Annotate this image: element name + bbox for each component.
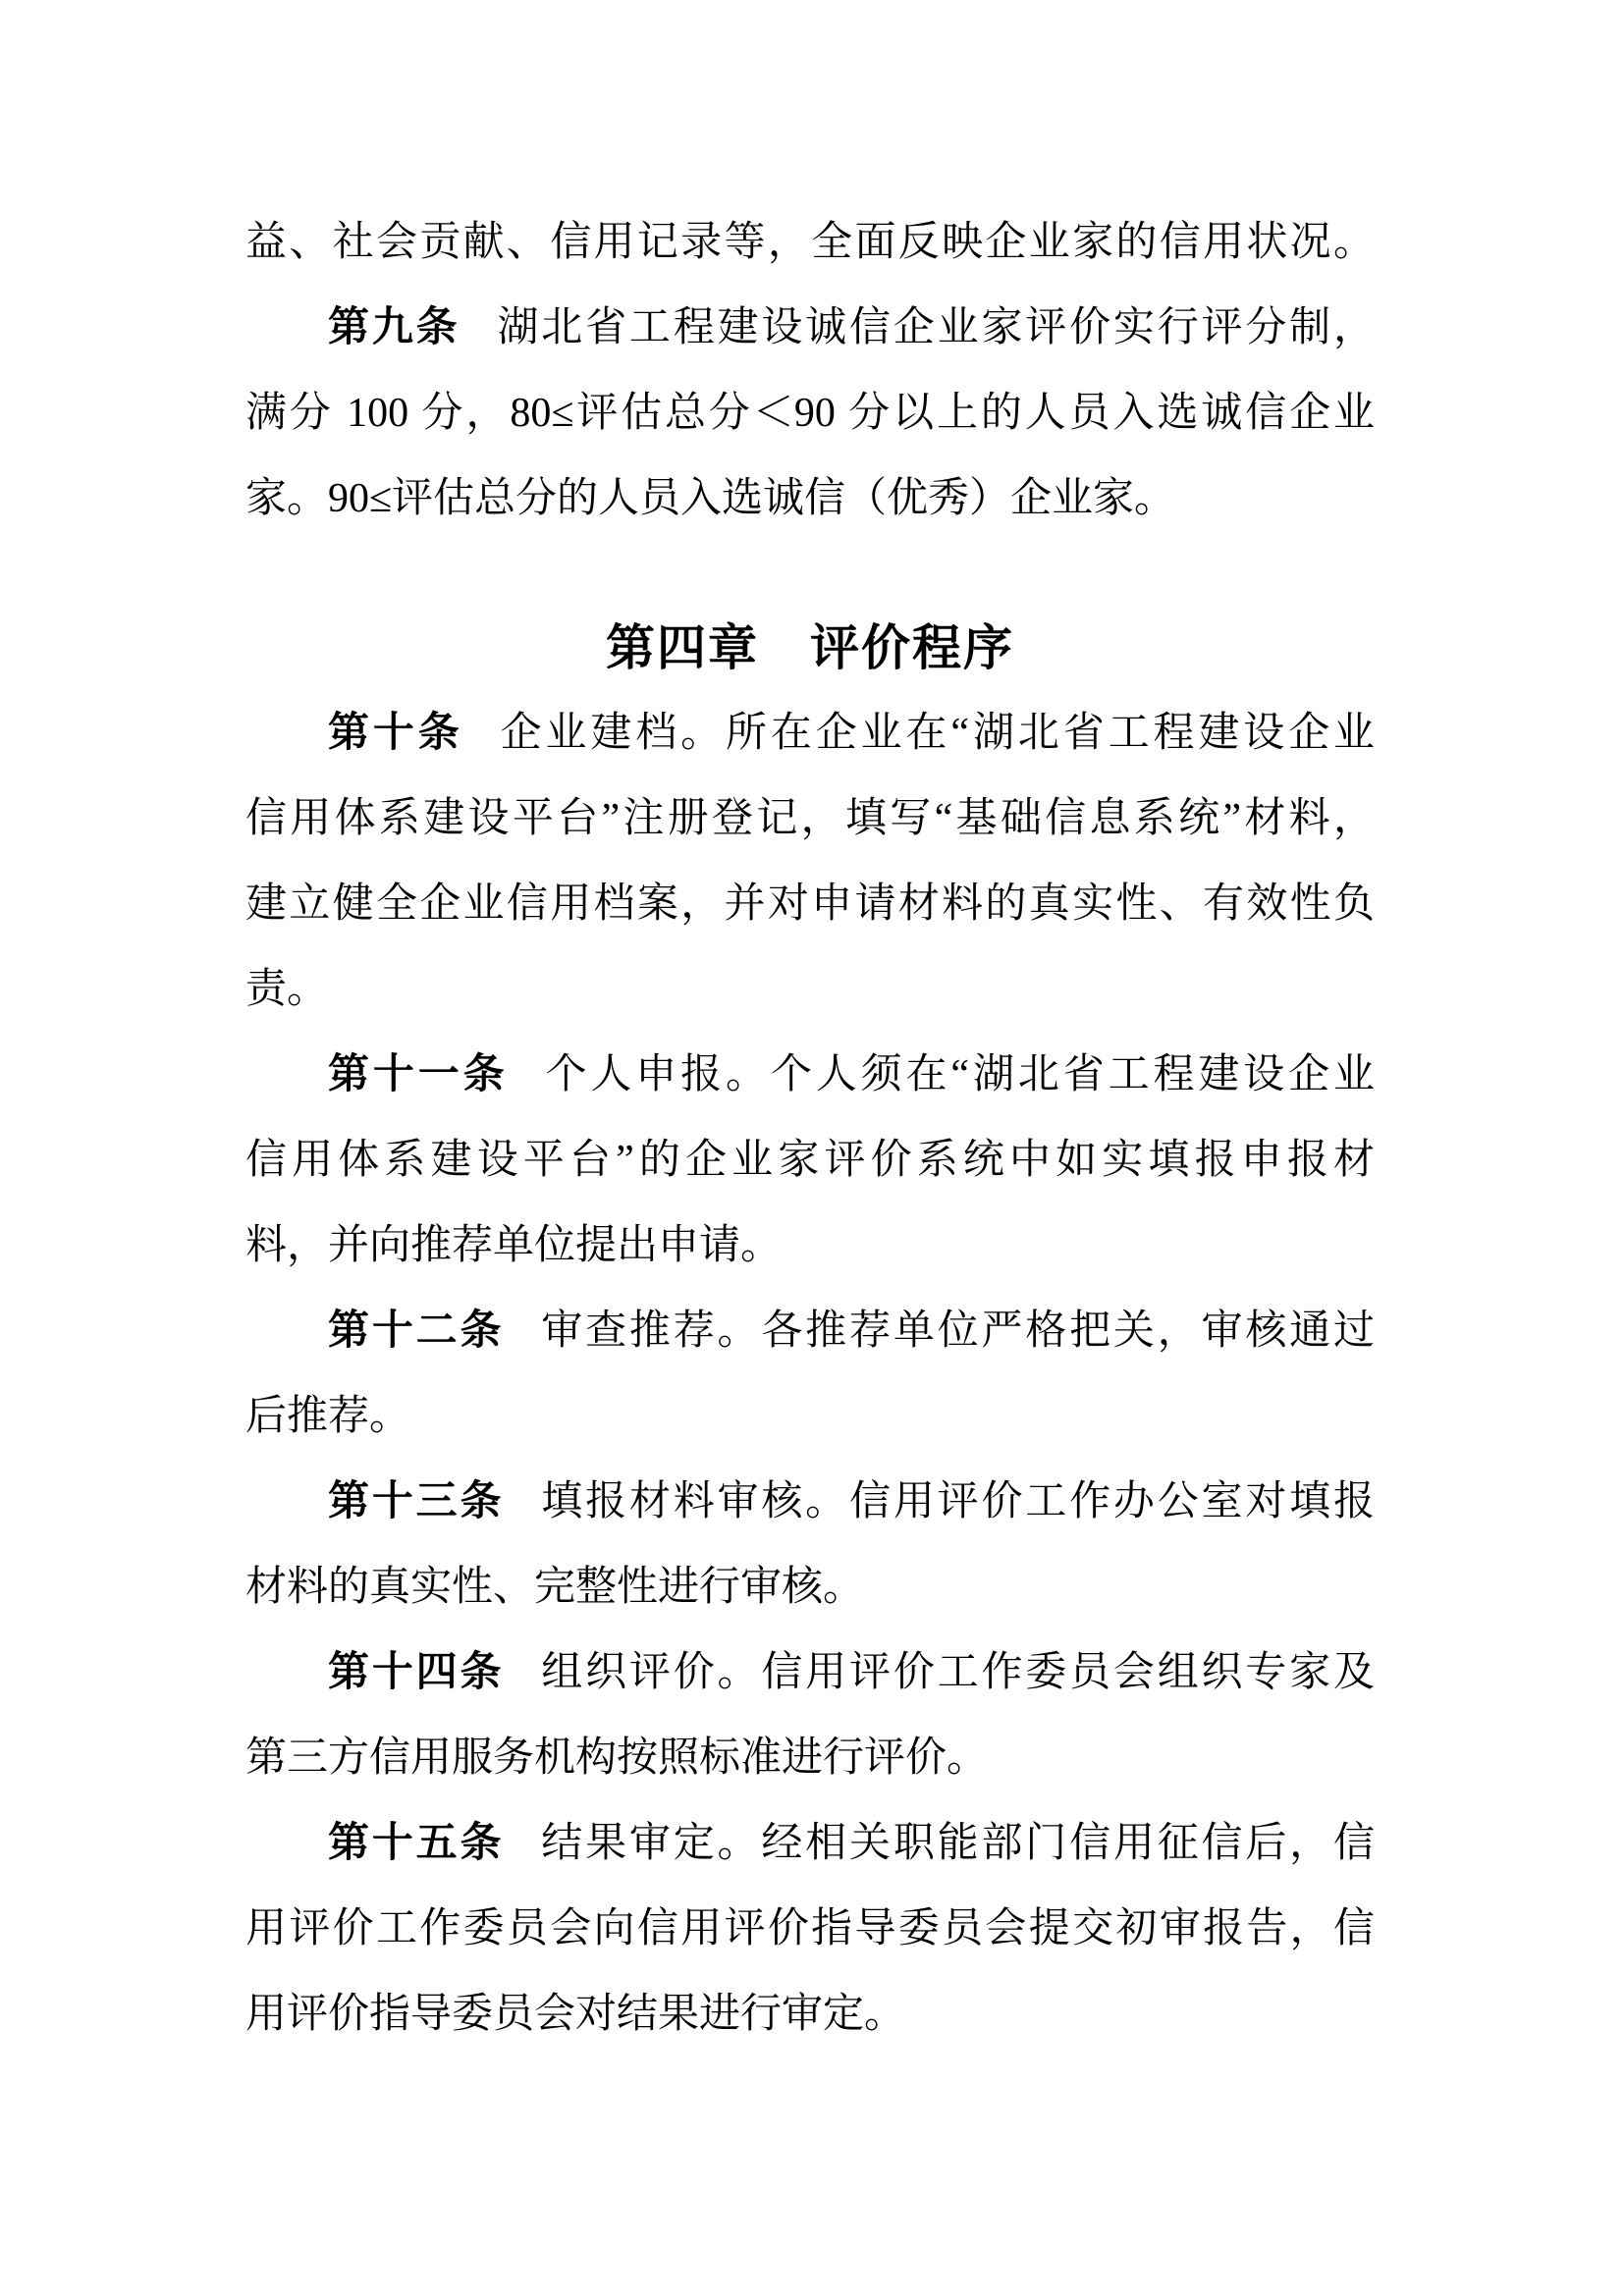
article-line — [245, 1289, 1375, 1374]
article-line — [245, 691, 1375, 776]
text-line: 后推荐。 — [245, 1394, 411, 1439]
document-body — [245, 200, 1375, 2057]
article-number: 第九条 — [328, 305, 460, 350]
article-number: 第十五条 — [328, 1821, 505, 1866]
article-number: 第十条 — [328, 711, 463, 756]
text-line: 益、社会贡献、信用记录等，全面反映企业家的信用状况。 — [245, 220, 1375, 265]
article-text: 组织评价。信用评价工作委员会组织专家及 — [541, 1650, 1375, 1695]
article-text: 个人申报。个人须在“湖北省工程建设企业 — [545, 1052, 1375, 1097]
text-line: 材料的真实性、完整性进行审核。 — [245, 1565, 865, 1610]
article-line — [245, 286, 1375, 371]
article-number: 第十二条 — [328, 1308, 505, 1354]
article-line — [245, 1033, 1375, 1118]
article-line — [245, 1460, 1375, 1545]
article-line — [245, 1801, 1375, 1887]
article-text: 审查推荐。各推荐单位严格把关，审核通过 — [541, 1308, 1375, 1354]
article-text: 填报材料审核。信用评价工作办公室对填报 — [541, 1479, 1375, 1524]
article-text: 结果审定。经相关职能部门信用征信后，信 — [541, 1821, 1375, 1866]
text-line: 家。90≤评估总分的人员入选诚信（优秀）企业家。 — [245, 476, 1176, 521]
text-line: 建立健全企业信用档案，并对申请材料的真实性、有效性负 — [245, 881, 1375, 927]
text-line: 信用体系建设平台”的企业家评价系统中如实填报申报材 — [245, 1138, 1375, 1183]
text-line: 第三方信用服务机构按照标准进行评价。 — [245, 1735, 989, 1781]
article-text: 企业建档。所在企业在“湖北省工程建设企业 — [500, 711, 1375, 756]
text-line: 用评价指导委员会对结果进行审定。 — [245, 1992, 906, 2037]
article-number: 第十四条 — [328, 1650, 505, 1695]
article-number: 第十三条 — [328, 1479, 505, 1524]
text-line: 料，并向推荐单位提出申请。 — [245, 1223, 783, 1268]
article-number: 第十一条 — [328, 1052, 509, 1097]
text-line: 满分 100 分，80≤评估总分＜90 分以上的人员入选诚信企业 — [245, 391, 1375, 436]
chapter-heading: 第四章 评价程序 — [606, 620, 1014, 675]
article-text: 湖北省工程建设诚信企业家评价实行评分制， — [497, 305, 1375, 350]
article-line — [245, 1630, 1375, 1716]
text-line: 责。 — [245, 967, 329, 1012]
text-line: 信用体系建设平台”注册登记，填写“基础信息系统”材料， — [245, 796, 1375, 841]
text-line: 用评价工作委员会向信用评价指导委员会提交初审报告，信 — [245, 1906, 1375, 1951]
